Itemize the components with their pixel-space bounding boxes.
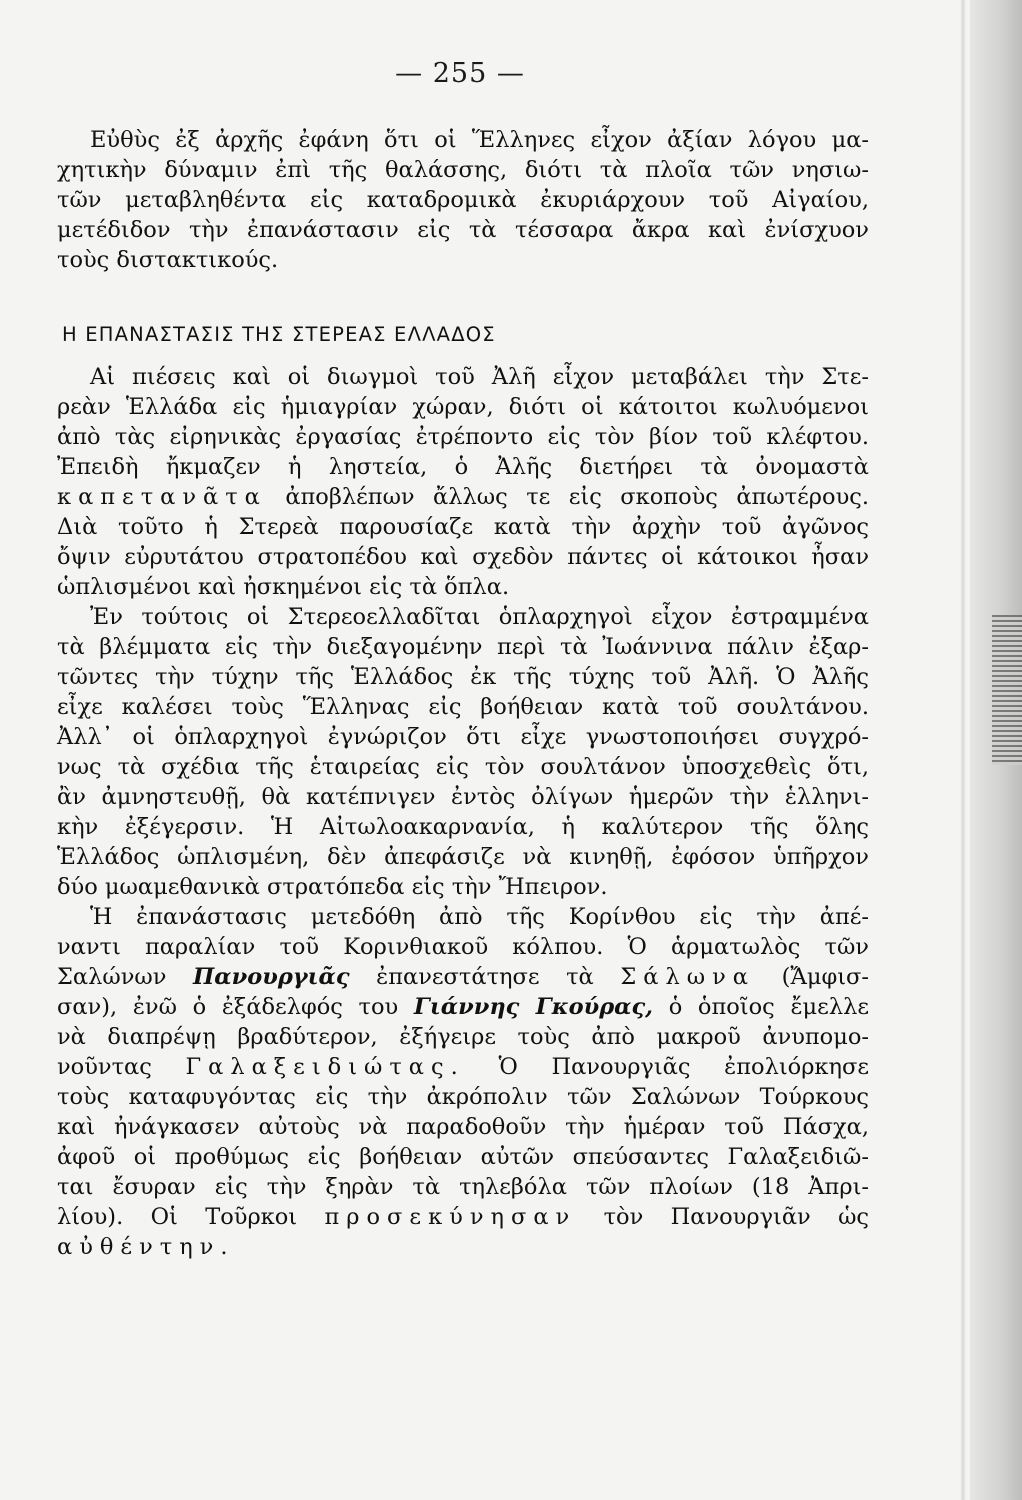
page-number: — 255 — bbox=[395, 58, 525, 89]
section-heading: Η ΕΠΑΝΑΣΤΑΣΙΣ ΤΗΣ ΣΤΕΡΕΑΣ ΕΛΛΑΔΟΣ bbox=[62, 323, 496, 346]
text-line: Ἐπειδὴ ἤκμαζεν ἡ ληστεία, ὁ Ἀλῆς διετήρει τὰ ὀνομαστὰ bbox=[57, 454, 869, 480]
spaced-term: προσεκύνησαν bbox=[324, 1204, 577, 1230]
person-name: Πανουργιᾶς bbox=[193, 964, 350, 990]
text-span: τὸν Πανουργιᾶν ὡς bbox=[603, 1204, 870, 1230]
text-line: κὴν ἐξέγερσιν. Ἡ Αἰτωλοακαρνανία, ἡ καλύτερον τῆς ὅλης bbox=[57, 814, 869, 840]
text-line: ναντι παραλίαν τοῦ Κορινθιακοῦ κόλπου. Ὁ ἁρματωλὸς τῶν bbox=[57, 934, 869, 960]
spaced-term: καπετανᾶτα bbox=[57, 484, 267, 510]
text-line: Ἡ ἐπανάστασις μετεδόθη ἀπὸ τῆς Κορίνθου εἰς τὴν ἀπέ- bbox=[90, 904, 869, 930]
text-span: ἀποβλέπων ἄλλως τε εἰς σκοποὺς ἀπωτέρους. bbox=[285, 484, 869, 510]
text-span: ἐπανεστάτησε τὰ bbox=[376, 964, 594, 990]
text-line bbox=[57, 1232, 869, 1262]
text-line: ἂν ἀμνηστευθῇ, θὰ κατέπνιγεν ἐντὸς ὀλίγων ἡμερῶν τὴν ἑλληνι- bbox=[57, 784, 869, 810]
text-line bbox=[57, 962, 869, 992]
text-line: ρεὰν Ἑλλάδα εἰς ἡμιαγρίαν χώραν, διότι οἱ κάτοιτοι κωλυόμενοι bbox=[57, 394, 869, 420]
spaced-term: Σάλωνα bbox=[620, 964, 755, 990]
adjacent-page-print bbox=[992, 615, 1022, 765]
text-line: μετέδιδον τὴν ἐπανάστασιν εἰς τὰ τέσσαρα ἄκρα καὶ ἐνίσχυον bbox=[57, 217, 869, 243]
text-span: Ὁ Πανουργιᾶς ἐπολιόρκησε bbox=[498, 1054, 869, 1080]
text-line: χητικὴν δύναμιν ἐπὶ τῆς θαλάσσης, διότι τὰ πλοῖα τῶν νησιω- bbox=[57, 157, 869, 183]
text-line: νως τὰ σχέδια τῆς ἑταιρείας εἰς τὸν σουλτάνον ὑποσχεθεὶς ὅτι, bbox=[57, 754, 869, 780]
text-line: δύο μωαμεθανικὰ στρατόπεδα εἰς τὴν Ἤπειρον. bbox=[57, 874, 608, 900]
text-line: τοὺς διστακτικούς. bbox=[57, 247, 279, 273]
text-line: καὶ ἠνάγκασεν αὐτοὺς νὰ παραδοθοῦν τὴν ἡμέραν τοῦ Πάσχα, bbox=[57, 1114, 869, 1140]
text-line: νὰ διαπρέψῃ βραδύτερον, ἐξήγειρε τοὺς ἀπὸ μακροῦ ἀνυπομο- bbox=[57, 1024, 869, 1050]
text-line: ἀπὸ τὰς εἰρηνικὰς ἐργασίας ἐτρέποντο εἰς τὸν βίον τοῦ κλέφτου. bbox=[57, 424, 869, 450]
spaced-term: αὐθέντην. bbox=[57, 1234, 235, 1260]
text-span: (Ἄμφισ- bbox=[781, 964, 870, 990]
text-span: ὁ ὁποῖος ἔμελλε bbox=[668, 994, 869, 1020]
person-name: Γιάννης Γκούρας, bbox=[413, 994, 654, 1020]
text-line: τοὺς καταφυγόντας εἰς τὴν ἀκρόπολιν τῶν Σαλώνων Τούρκους bbox=[57, 1084, 869, 1110]
text-line: τῶν μεταβληθέντα εἰς καταδρομικὰ ἐκυριάρχουν τοῦ Αἰγαίου, bbox=[57, 187, 869, 213]
text-span: Σαλώνων bbox=[57, 964, 167, 990]
text-line: εἶχε καλέσει τοὺς Ἕλληνας εἰς βοήθειαν κατὰ τοῦ σουλτάνου. bbox=[57, 694, 869, 720]
text-line: ὡπλισμένοι καὶ ἠσκημένοι εἰς τὰ ὅπλα. bbox=[57, 574, 510, 600]
text-line: Εὐθὺς ἐξ ἀρχῆς ἐφάνη ὅτι οἱ Ἕλληνες εἶχον ἀξίαν λόγου μα- bbox=[90, 127, 869, 153]
text-line: Ἑλλάδος ὡπλισμένη, δὲν ἀπεφάσιζε νὰ κινηθῇ, ἐφόσον ὑπῆρχον bbox=[57, 844, 869, 870]
page-shadow bbox=[960, 0, 966, 1500]
text-line: τὰ βλέμματα εἰς τὴν διεξαγομένην περὶ τὰ Ἰωάννινα πάλιν ἐξαρ- bbox=[57, 634, 869, 660]
text-span: νοῦντας bbox=[57, 1054, 152, 1080]
text-line bbox=[57, 1202, 869, 1232]
text-line bbox=[57, 482, 869, 512]
text-line: Διὰ τοῦτο ἡ Στερεὰ παρουσίαζε κατὰ τὴν ἀρχὴν τοῦ ἀγῶνος bbox=[57, 514, 869, 540]
text-line bbox=[57, 992, 869, 1022]
text-line: Αἱ πιέσεις καὶ οἱ διωγμοὶ τοῦ Ἀλῆ εἶχον μεταβάλει τὴν Στε- bbox=[90, 364, 869, 390]
text-line: Ἀλλ᾽ οἱ ὁπλαρχηγοὶ ἐγνώριζον ὅτι εἶχε γνωστοποιήσει συγχρό- bbox=[57, 724, 869, 750]
text-span: λίου). Οἱ Τοῦρκοι bbox=[57, 1204, 298, 1230]
text-line: ὄψιν εὐρυτάτου στρατοπέδου καὶ σχεδὸν πάντες οἱ κάτοικοι ἦσαν bbox=[57, 544, 869, 570]
text-span: σαν), ἐνῶ ὁ ἐξάδελφός του bbox=[57, 994, 399, 1020]
spaced-term: Γαλαξειδιώτας. bbox=[185, 1054, 465, 1080]
text-line: Ἐν τούτοις οἱ Στερεοελλαδῖται ὁπλαρχηγοὶ εἶχον ἐστραμμένα bbox=[90, 604, 869, 630]
text-line: ται ἔσυραν εἰς τὴν ξηρὰν τὰ τηλεβόλα τῶν πλοίων (18 Ἀπρι- bbox=[57, 1174, 869, 1200]
text-line bbox=[57, 1052, 869, 1082]
text-line: ἀφοῦ οἱ προθύμως εἰς βοήθειαν αὐτῶν σπεύσαντες Γαλαξειδιῶ- bbox=[57, 1144, 869, 1170]
text-line: τῶντες τὴν τύχην τῆς Ἑλλάδος ἐκ τῆς τύχης τοῦ Ἀλῆ. Ὁ Ἀλῆς bbox=[57, 664, 869, 690]
